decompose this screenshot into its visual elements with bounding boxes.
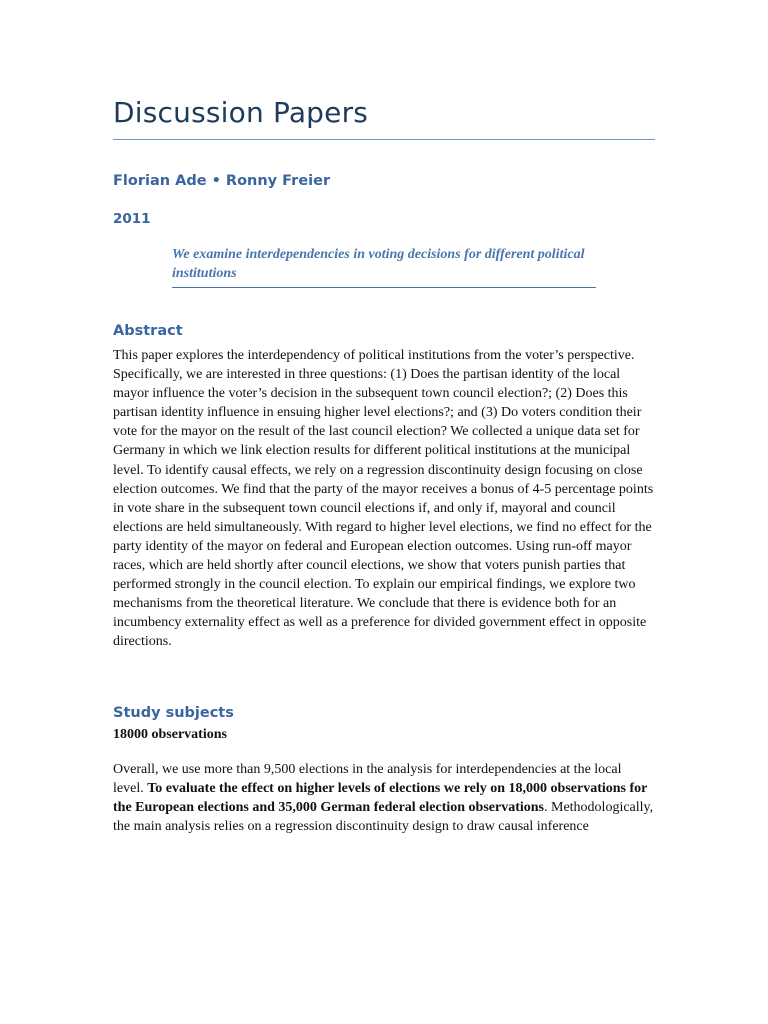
abstract-heading: Abstract: [113, 323, 183, 339]
title-divider: [113, 139, 655, 140]
page-title: Discussion Papers: [113, 96, 369, 129]
abstract-text: This paper explores the interdependency of political institutions from the voter’s perspective. Specifically, we are interested in three questions: (1) Does the partisan identity of the local mayor influence the voter’s decision in the subsequent town council election?; (2) Does this partisan identity influence in ensuing higher level elections?; and (3) Do voters condition their vote for the mayor on the result of the last council election? We collected a unique data set for Germany in which we link election results for different political institutions at the municipal level. To identify causal effects, we rely on a regression discontinuity design focusing on close election outcomes. We find that the party of the mayor receives a bonus of 4-5 percentage points in vote share in the subsequent town council elections if, and only if, mayoral and council elections are held simultaneously. With regard to higher level elections, we find no effect for the party identity of the mayor on federal and European election outcomes. Using run-off mayor races, which are held shortly after council elections, we show that voters punish parties that performed strongly in the council election. To explain our empirical findings, we explore two mechanisms from the theoretical literature. We conclude that there is evidence both for an incumbency externality effect as well as a preference for divided government effect in opposite directions.: [113, 348, 654, 650]
publication-year: 2011: [113, 211, 151, 227]
study-text-intro: Overall, we use more than 9,500 elections in the analysis for interdependencies at the local level.: [113, 762, 622, 797]
summary-quote: We examine interdependencies in voting decisions for different political institutions: [172, 247, 585, 281]
study-text-bold: To evaluate the effect on higher levels of elections we rely on 18,000 observations for the European elections and 35,000 German federal election observations: [113, 781, 648, 816]
study-description: [113, 760, 655, 836]
study-text-outro: . Methodologically, the main analysis relies on a regression discontinuity design to draw causal inference: [113, 800, 654, 835]
study-subjects-heading: Study subjects: [113, 705, 234, 721]
quote-divider: [172, 287, 596, 288]
authors: Florian Ade • Ronny Freier: [113, 173, 331, 189]
observations-count: 18000 observations: [113, 727, 227, 742]
